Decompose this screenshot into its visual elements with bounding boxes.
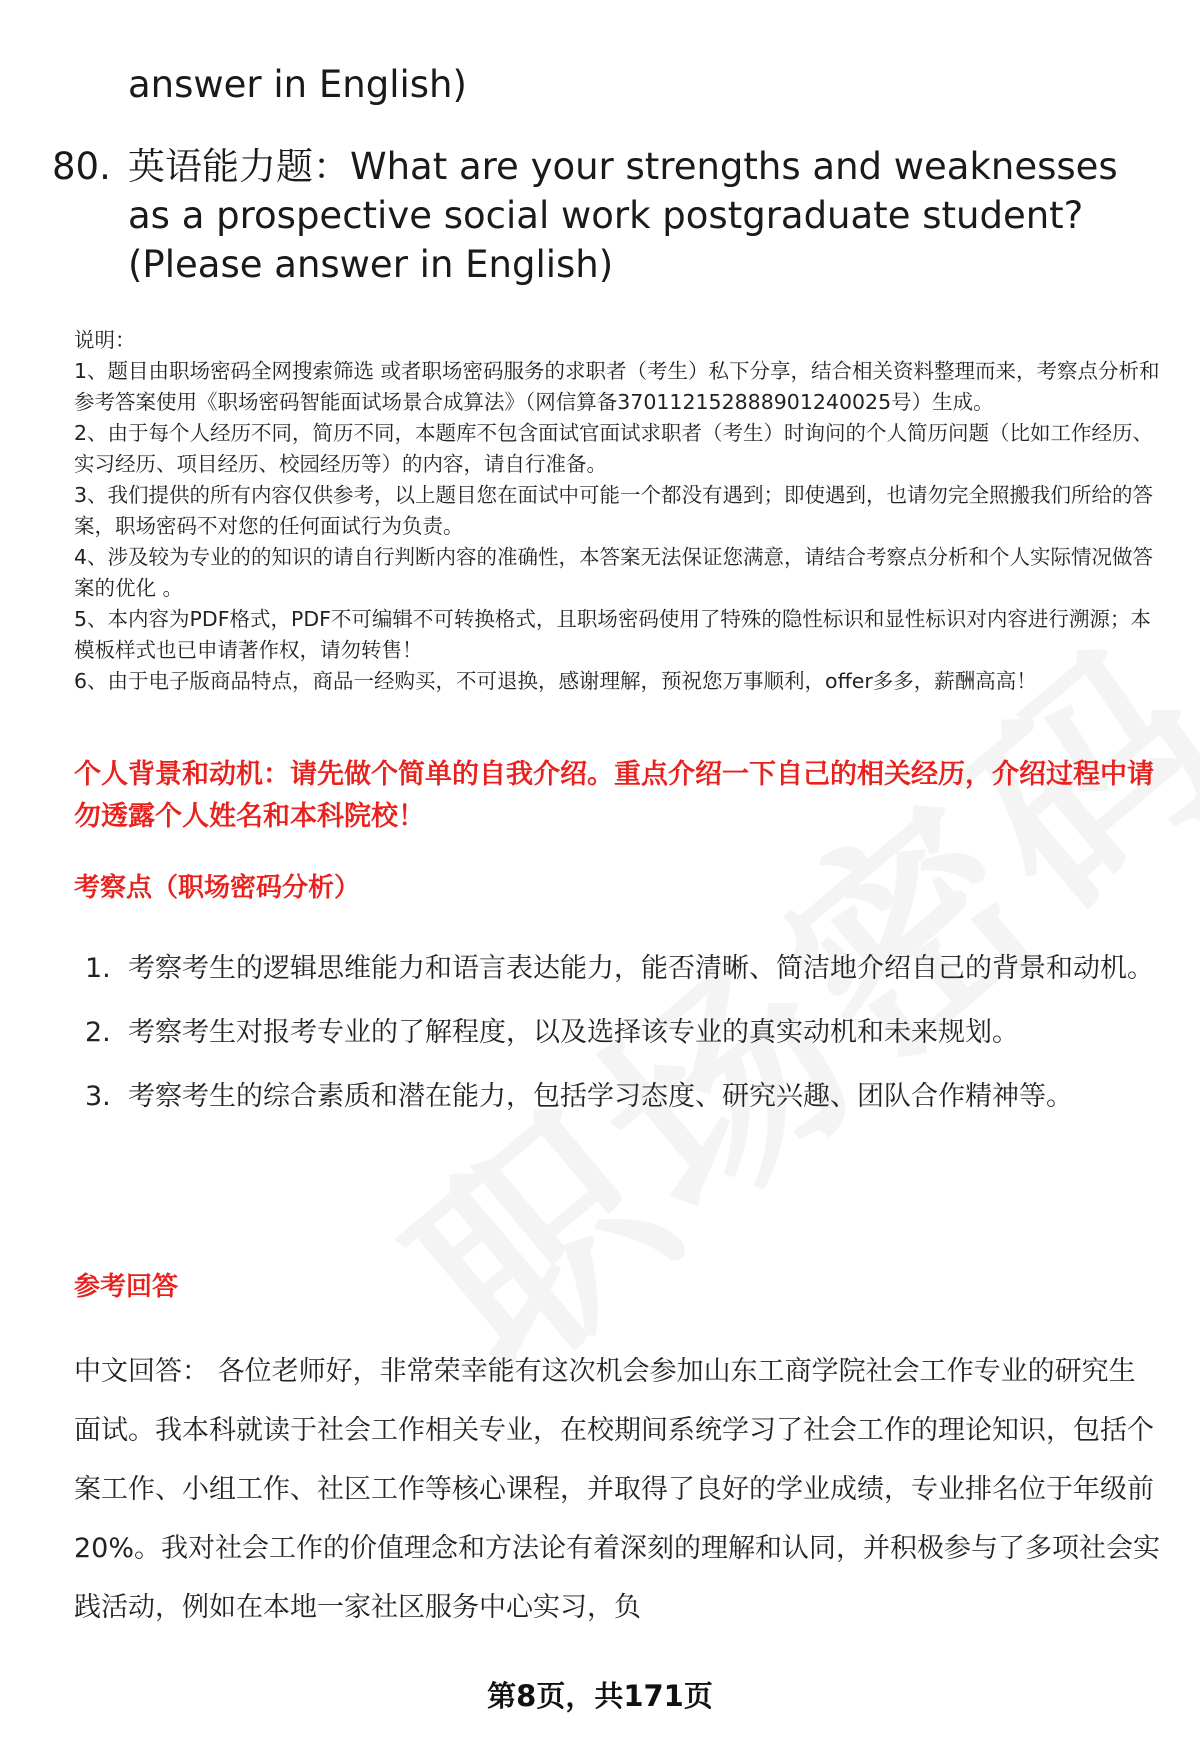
notes-item: 4、涉及较为专业的的知识的请自行判断内容的准确性，本答案无法保证您满意，请结合考察点分析和个人实际情况做答案的优化 。 [74, 545, 1154, 600]
page-footer: 第8页，共171页 [487, 1679, 713, 1713]
analysis-point [80, 1068, 1160, 1126]
notes-block [74, 325, 1164, 697]
analysis-point-number: 3. [85, 1081, 111, 1112]
analysis-points-list [80, 940, 1160, 1132]
answer-heading: 参考回答 [74, 1272, 179, 1302]
notes-item: 3、我们提供的所有内容仅供参考，以上题目您在面试中可能一个都没有遇到；即使遇到，也请勿完全照搬我们所给的答案，职场密码不对您的任何面试行为负责。 [74, 483, 1154, 538]
analysis-heading: 考察点（职场密码分析） [74, 873, 361, 903]
analysis-point [80, 940, 1160, 998]
question-heading: 个人背景和动机：请先做个简单的自我介绍。重点介绍一下自己的相关经历，介绍过程中请勿透露个人姓名和本科院校！ [74, 759, 1154, 832]
question-number: 80. [52, 145, 111, 188]
analysis-point-text: 考察考生对报考专业的了解程度，以及选择该专业的真实动机和未来规划。 [128, 1017, 1019, 1048]
analysis-point-text: 考察考生的逻辑思维能力和语言表达能力，能否清晰、简洁地介绍自己的背景和动机。 [128, 953, 1154, 984]
notes-item: 6、由于电子版商品特点，商品一经购买，不可退换，感谢理解，预祝您万事顺利，offer多多，薪酬高高！ [74, 669, 1037, 693]
answer-paragraph: 中文回答： 各位老师好，非常荣幸能有这次机会参加山东工商学院社会工作专业的研究生面试。我本科就读于社会工作相关专业，在校期间系统学习了社会工作的理论知识，包括个案工作、小组工作、社区工作等核心课程，并取得了良好的学业成绩，专业排名位于年级前20%。我对社会工作的价值理念和方法论有着深刻的理解和认同，并积极参与了多项社会实践活动，例如在本地一家社区服务中心实习，负 [74, 1356, 1161, 1623]
analysis-point [80, 1004, 1160, 1062]
previous-question-text: answer in English) [128, 63, 467, 106]
question-text: 英语能力题：What are your strengths and weaknesses as a prospective social work postgraduate student? (Please answer in English) [128, 145, 1118, 286]
analysis-point-text: 考察考生的综合素质和潜在能力，包括学习态度、研究兴趣、团队合作精神等。 [128, 1081, 1073, 1112]
notes-item: 1、题目由职场密码全网搜索筛选 或者职场密码服务的求职者（考生）私下分享，结合相关资料整理而来，考察点分析和参考答案使用《职场密码智能面试场景合成算法》（网信算备370112152888901240025号）生成。 [74, 359, 1160, 414]
analysis-point-number: 1. [85, 953, 111, 984]
notes-title: 说明： [74, 328, 136, 352]
analysis-point-number: 2. [85, 1017, 111, 1048]
previous-question-tail [52, 60, 1152, 109]
question-80 [52, 142, 1152, 289]
notes-item: 5、本内容为PDF格式，PDF不可编辑不可转换格式，且职场密码使用了特殊的隐性标识和显性标识对内容进行溯源；本模板样式也已申请著作权，请勿转售！ [74, 607, 1151, 662]
notes-item: 2、由于每个人经历不同，简历不同，本题库不包含面试官面试求职者（考生）时询问的个人简历问题（比如工作经历、实习经历、项目经历、校园经历等）的内容，请自行准备。 [74, 421, 1154, 476]
